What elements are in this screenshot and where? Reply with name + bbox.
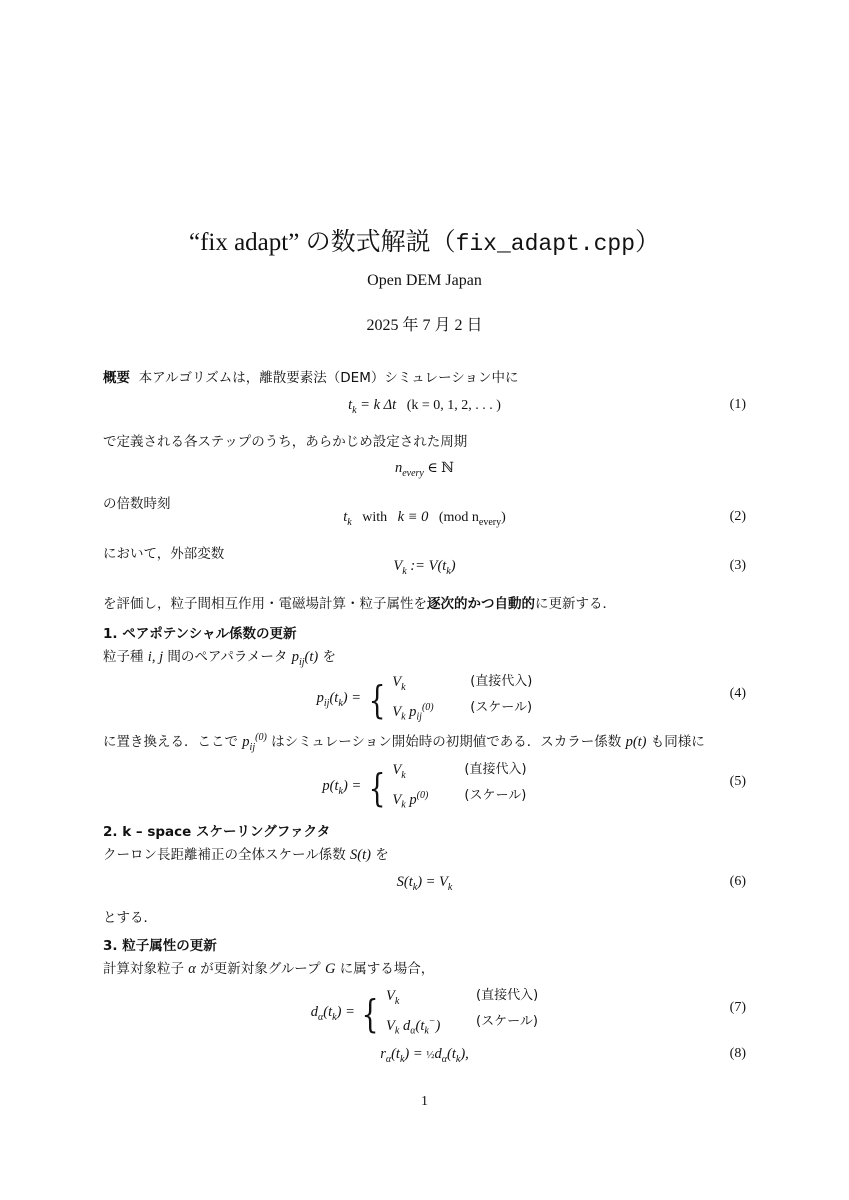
equation-8: $r_\alpha(t_k)$ = $\frac{1}{2}d_\alpha(t_k)$, <box>380 1046 469 1065</box>
title-suffix: ） <box>635 229 661 256</box>
equation-2: $t_k$ with k ≡ 0 (mod $n_{every}$) <box>343 509 506 528</box>
page-title <box>0 222 849 258</box>
equation-6: $S(t_k) = V_k$ <box>396 874 453 893</box>
equation-number: (3) <box>729 558 746 573</box>
paragraph: の倍数時刻 <box>103 496 171 512</box>
equation-number: (7) <box>729 1000 746 1015</box>
abstract-label: 概要 <box>103 370 130 386</box>
equation-nevery: $n_{every}$ ∈ ℕ <box>394 460 455 479</box>
equation-number: (6) <box>729 874 746 889</box>
paragraph: を評価し，粒子間相互作用・電磁場計算・粒子属性を逐次的かつ自動的に更新する． <box>103 596 616 612</box>
date: 2025 年 7 月 2 日 <box>366 317 483 334</box>
section-heading: 1. ペアポテンシャル係数の更新 <box>103 626 297 642</box>
equation-number: (8) <box>729 1046 746 1061</box>
author: Open DEM Japan <box>367 272 482 289</box>
equation-number: (2) <box>729 509 746 524</box>
paragraph: において，外部変数 <box>103 546 225 562</box>
paragraph: に置き換える．ここで $p_{ij}^{(0)}$ はシミュレーション開始時の初期値である．スカラー係数 p(t) も同様に <box>103 732 705 753</box>
equation-number: (1) <box>729 397 746 412</box>
equation-3: $V_k$ := $V(t_k)$ <box>393 558 456 577</box>
title-code: fix_adapt.cpp <box>455 231 636 257</box>
equation-4: $p_{ij}(t_k)$ = { $V_k$ (直接代入) $V_k$ $p_{ij}^{(0)}$ (スケール) <box>316 674 533 723</box>
equation-number: (4) <box>729 686 746 701</box>
paragraph: クーロン長距離補正の全体スケール係数 S(t) を <box>103 847 389 863</box>
abstract-text: 本アルゴリズムは，離散要素法（DEM）シミュレーション中に <box>138 370 519 386</box>
equation-7: $d_\alpha(t_k)$ = { $V_k$ (直接代入) $V_k$ $d_\alpha(t_k^-)$ (スケール) <box>310 988 539 1037</box>
section-heading: 3. 粒子属性の更新 <box>103 938 217 954</box>
section-heading: 2. k – space スケーリングファクタ <box>103 824 331 840</box>
equation-number: (5) <box>729 774 746 789</box>
equation-1: $t_k = k$ Δt (k = 0, 1, 2, . . . ) <box>348 397 501 416</box>
abstract-line <box>103 366 519 386</box>
title-prefix: “fix adapt” の数式解説（ <box>188 229 456 256</box>
page-number: 1 <box>421 1094 428 1109</box>
paragraph: 粒子種 i, j 間のペアパラメータ $p_{ij}(t)$ を <box>103 649 337 668</box>
paragraph: 計算対象粒子 α が更新対象グループ G に属する場合， <box>103 961 435 977</box>
paragraph: で定義される各ステップのうち，あらかじめ設定された周期 <box>103 434 468 450</box>
paragraph: とする． <box>103 910 157 926</box>
equation-5: $p(t_k)$ = { $V_k$ (直接代入) $V_k$ $p^{(0)}$ (スケール) <box>322 762 527 811</box>
